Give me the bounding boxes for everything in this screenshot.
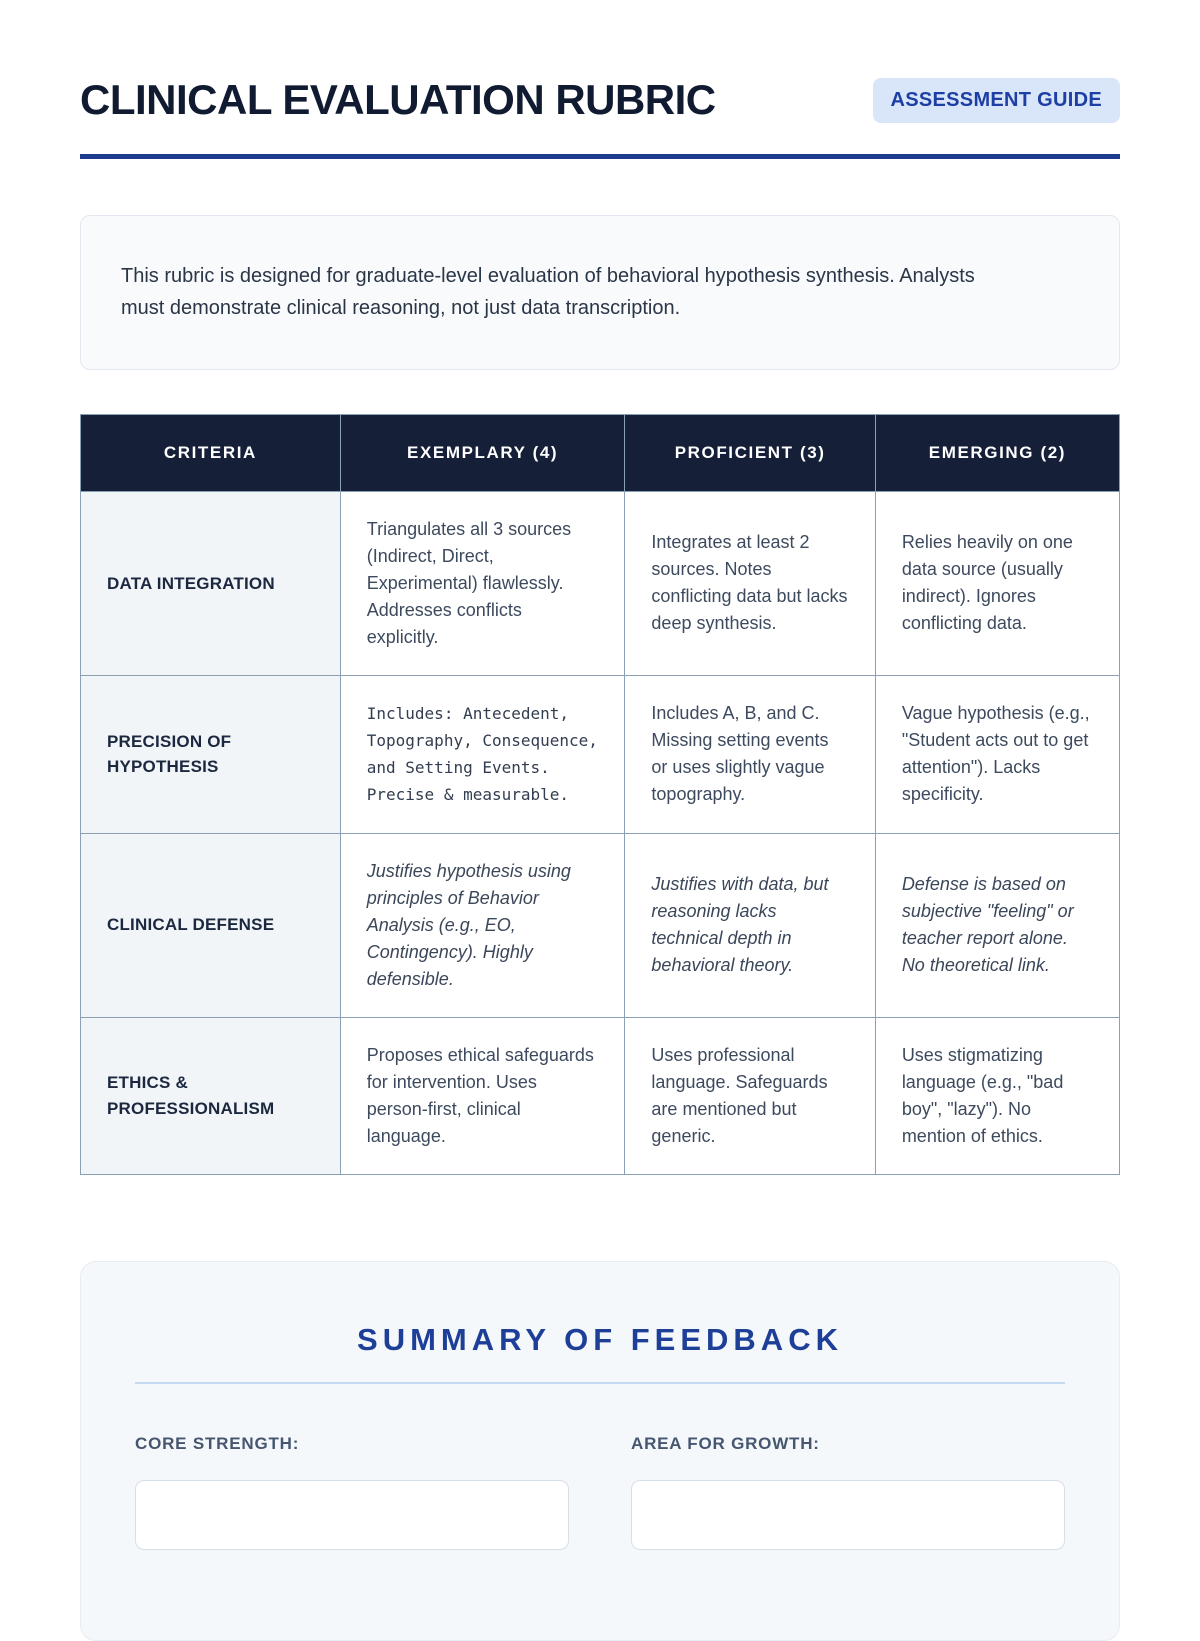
cell-exemplary: Justifies hypothesis using principles of Behavior Analysis (e.g., EO, Contingency). Highly defensible. [340,833,625,1017]
cell-proficient: Includes A, B, and C. Missing setting events or uses slightly vague topography. [625,675,875,833]
cell-emerging: Relies heavily on one data source (usually indirect). Ignores conflicting data. [875,491,1119,675]
summary-fields [135,1434,1065,1550]
cell-emerging: Defense is based on subjective "feeling" or teacher report alone. No theoretical link. [875,833,1119,1017]
assessment-guide-badge: ASSESSMENT GUIDE [873,78,1121,123]
area-for-growth-field [631,1434,1065,1550]
summary-divider [135,1382,1065,1384]
column-header-criteria: CRITERIA [81,414,341,491]
column-header-proficient: PROFICIENT (3) [625,414,875,491]
cell-proficient: Integrates at least 2 sources. Notes conflicting data but lacks deep synthesis. [625,491,875,675]
cell-exemplary: Triangulates all 3 sources (Indirect, Direct, Experimental) flawlessly. Addresses conflicts explicitly. [340,491,625,675]
criteria-label: PRECISION OF HYPOTHESIS [81,675,341,833]
rubric-table [80,414,1120,1175]
criteria-label: CLINICAL DEFENSE [81,833,341,1017]
area-for-growth-input[interactable] [631,1480,1065,1550]
cell-emerging: Uses stigmatizing language (e.g., "bad boy", "lazy"). No mention of ethics. [875,1017,1119,1174]
document-header [80,76,1120,124]
area-for-growth-label: AREA FOR GROWTH: [631,1433,820,1453]
header-divider [80,154,1120,159]
summary-title: SUMMARY OF FEEDBACK [357,1321,843,1357]
core-strength-label: CORE STRENGTH: [135,1433,300,1453]
cell-proficient: Uses professional language. Safeguards are mentioned but generic. [625,1017,875,1174]
criteria-label: DATA INTEGRATION [81,491,341,675]
cell-exemplary: Proposes ethical safeguards for intervention. Uses person-first, clinical language. [340,1017,625,1174]
column-header-exemplary: EXEMPLARY (4) [340,414,625,491]
table-row-data-integration [81,491,1120,675]
table-row-ethics-professionalism [81,1017,1120,1174]
table-header-row [81,414,1120,491]
page-title: CLINICAL EVALUATION RUBRIC [80,76,716,123]
column-header-emerging: EMERGING (2) [875,414,1119,491]
criteria-label: ETHICS & PROFESSIONALISM [81,1017,341,1174]
intro-card [80,215,1120,370]
cell-proficient: Justifies with data, but reasoning lacks technical depth in behavioral theory. [625,833,875,1017]
table-row-precision-of-hypothesis [81,675,1120,833]
core-strength-input[interactable] [135,1480,569,1550]
core-strength-field [135,1434,569,1550]
cell-emerging: Vague hypothesis (e.g., "Student acts out to get attention"). Lacks specificity. [875,675,1119,833]
intro-text: This rubric is designed for graduate-level evaluation of behavioral hypothesis synthesis. Analysts must demonstrate clinical reasoning, not just data transcription. [121,265,975,320]
summary-panel [80,1261,1120,1641]
table-row-clinical-defense [81,833,1120,1017]
cell-exemplary: Includes: Antecedent, Topography, Consequence, and Setting Events. Precise & measurable. [340,675,625,833]
